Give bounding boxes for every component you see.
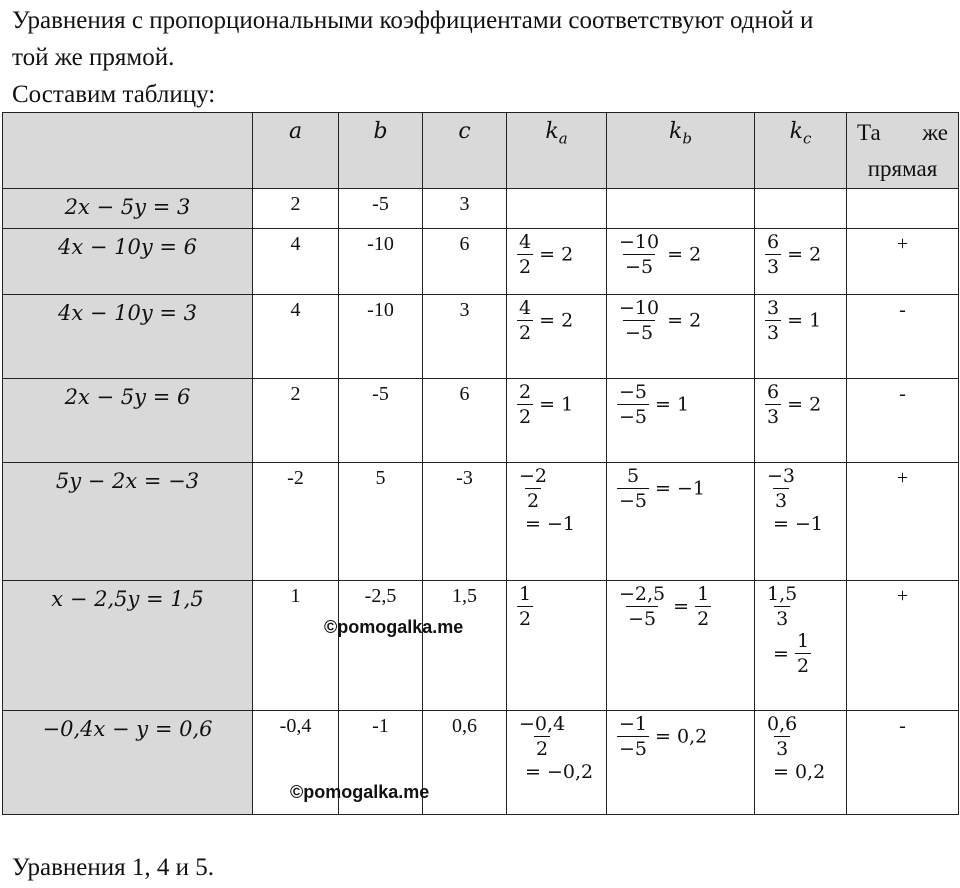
coef-b-cell: -10 <box>339 229 423 295</box>
same-line-mark: + <box>847 581 959 711</box>
denominator: 2 <box>796 655 810 677</box>
numerator: 1 <box>519 583 532 605</box>
header-row <box>3 113 959 189</box>
result: = 0,2 <box>773 761 826 783</box>
numerator: 1,5 <box>767 583 798 605</box>
denominator: 3 <box>776 608 789 630</box>
numerator: 5 <box>626 465 640 487</box>
result: = −1 <box>525 513 575 535</box>
fraction <box>765 381 781 428</box>
same-line-mark <box>847 189 959 229</box>
coef-c-cell: 1,5 <box>423 581 507 711</box>
denominator: 3 <box>767 256 780 278</box>
denominator: 3 <box>767 406 780 428</box>
coef-a-cell: 4 <box>253 229 339 295</box>
header-ka: $k_a$ <box>507 113 607 189</box>
coef-b-cell: 5 <box>339 463 423 581</box>
denominator: 2 <box>519 256 532 278</box>
table-row <box>3 189 959 229</box>
coef-b-cell: -2,5 <box>339 581 423 711</box>
ratio-kc-cell <box>755 295 847 379</box>
denominator: 2 <box>526 490 540 512</box>
coef-c-cell: 3 <box>423 189 507 229</box>
fraction <box>517 713 567 760</box>
coef-a-cell: 2 <box>253 379 339 463</box>
coefficients-table <box>2 112 959 815</box>
denominator: −5 <box>619 738 648 760</box>
numerator: −3 <box>767 465 796 487</box>
denominator: 3 <box>774 490 788 512</box>
table-row <box>3 463 959 581</box>
header-same-line: Та же прямая <box>847 113 959 189</box>
fraction <box>517 381 533 428</box>
ratio-ka-cell <box>507 295 607 379</box>
result: = <box>667 595 696 618</box>
result: = −1 <box>649 477 706 500</box>
numerator: −2,5 <box>619 583 666 605</box>
same-line-mark: - <box>847 379 959 463</box>
fraction <box>617 231 661 278</box>
fraction <box>517 465 549 512</box>
coef-c-cell: -3 <box>423 463 507 581</box>
ratio-ka-cell <box>507 189 607 229</box>
fraction <box>765 297 781 344</box>
equation-cell: −0,4x − y = 0,6 <box>3 711 253 815</box>
fraction <box>617 465 649 512</box>
equation-cell: 4x − 10y = 6 <box>3 229 253 295</box>
coef-b-cell: -5 <box>339 189 423 229</box>
ratio-kc-cell <box>755 229 847 295</box>
result: = 2 <box>533 309 574 332</box>
numerator: −5 <box>619 381 648 403</box>
intro-line-1: Уравнения с пропорциональными коэффициентами соответствуют одной и <box>12 7 814 34</box>
watermark: ©pomogalka.me <box>324 617 464 637</box>
denominator: 2 <box>536 738 549 760</box>
ratio-kc-cell <box>755 711 847 815</box>
table-row <box>3 581 959 711</box>
ratio-kc-cell <box>755 189 847 229</box>
table-row <box>3 229 959 295</box>
equation-cell: 4x − 10y = 3 <box>3 295 253 379</box>
denominator: 2 <box>697 608 710 630</box>
same-line-mark: - <box>847 295 959 379</box>
denominator: −5 <box>625 256 654 278</box>
intro-line-3: Составим таблицу: <box>12 81 216 108</box>
header-kc: $k_c$ <box>755 113 847 189</box>
ratio-ka-cell <box>507 581 607 711</box>
header-c: c <box>423 113 507 189</box>
ratio-kb-cell <box>607 711 755 815</box>
coef-b-cell: -1 <box>339 711 423 815</box>
numerator: 4 <box>519 231 532 253</box>
intro-line-2: той же прямой. <box>12 44 175 71</box>
result: = 2 <box>781 393 822 416</box>
fraction <box>517 583 533 630</box>
numerator: 1 <box>796 630 810 652</box>
ratio-kb-cell <box>607 295 755 379</box>
equation-cell: x − 2,5y = 1,5 <box>3 581 253 711</box>
numerator: −2 <box>519 465 548 487</box>
header-a: a <box>253 113 339 189</box>
fraction <box>765 465 797 512</box>
fraction <box>765 583 799 630</box>
result: = 2 <box>781 243 822 266</box>
result: = 2 <box>533 243 574 266</box>
fraction <box>517 231 533 278</box>
denominator: 2 <box>519 608 532 630</box>
numerator: 6 <box>767 231 780 253</box>
denominator: 2 <box>519 322 532 344</box>
coef-c-cell: 0,6 <box>423 711 507 815</box>
ratio-kb-cell <box>607 581 755 711</box>
coef-a-cell: -0,4 <box>253 711 339 815</box>
table-row <box>3 295 959 379</box>
denominator: −5 <box>628 608 657 630</box>
table-row <box>3 711 959 815</box>
numerator: 3 <box>767 297 780 319</box>
header-b: b <box>339 113 423 189</box>
result: = 1 <box>533 393 574 416</box>
ratio-kb-cell <box>607 463 755 581</box>
coef-a-cell: 1 <box>253 581 339 711</box>
coef-b-cell: -10 <box>339 295 423 379</box>
ratio-kb-cell <box>607 379 755 463</box>
denominator: −5 <box>619 490 648 512</box>
numerator: 1 <box>697 583 710 605</box>
ratio-ka-cell <box>507 229 607 295</box>
fraction <box>517 297 533 344</box>
coef-b-cell: -5 <box>339 379 423 463</box>
table-row <box>3 379 959 463</box>
denominator: 3 <box>767 322 780 344</box>
denominator: 3 <box>776 738 789 760</box>
denominator: 2 <box>519 406 532 428</box>
fraction <box>617 583 667 630</box>
numerator: 2 <box>519 381 532 403</box>
equation-cell: 2x − 5y = 6 <box>3 379 253 463</box>
watermark: ©pomogalka.me <box>290 782 430 802</box>
coef-a-cell: -2 <box>253 463 339 581</box>
result: = 2 <box>661 243 702 266</box>
ratio-kb-cell <box>607 189 755 229</box>
result: = 1 <box>781 309 822 332</box>
fraction <box>765 713 799 760</box>
same-line-mark: + <box>847 463 959 581</box>
numerator: −10 <box>619 297 660 319</box>
header-empty <box>3 113 253 189</box>
numerator: 4 <box>519 297 532 319</box>
fraction <box>765 231 781 278</box>
ratio-ka-cell <box>507 463 607 581</box>
fraction <box>617 297 661 344</box>
ratio-kb-cell <box>607 229 755 295</box>
denominator: −5 <box>619 406 648 428</box>
equation-cell: 5y − 2x = −3 <box>3 463 253 581</box>
result: = <box>773 642 795 665</box>
result-fraction <box>795 630 811 677</box>
intro-text <box>12 2 952 113</box>
denominator: −5 <box>625 322 654 344</box>
result: = 2 <box>661 309 702 332</box>
ratio-kc-cell <box>755 463 847 581</box>
ratio-kc-cell <box>755 379 847 463</box>
conclusion-text: Уравнения 1, 4 и 5. <box>12 854 215 881</box>
coef-a-cell: 2 <box>253 189 339 229</box>
coef-a-cell: 4 <box>253 295 339 379</box>
coef-c-cell: 6 <box>423 379 507 463</box>
numerator: −10 <box>619 231 660 253</box>
result-fraction <box>695 583 711 630</box>
fraction <box>617 713 649 760</box>
coef-c-cell: 6 <box>423 229 507 295</box>
same-line-mark: - <box>847 711 959 815</box>
numerator: 6 <box>767 381 780 403</box>
result: = 0,2 <box>649 725 708 748</box>
fraction <box>617 381 649 428</box>
equation-cell: 2x − 5y = 3 <box>3 189 253 229</box>
ratio-ka-cell <box>507 379 607 463</box>
result: = −0,2 <box>525 761 594 783</box>
header-kb: $k_b$ <box>607 113 755 189</box>
numerator: 0,6 <box>767 713 798 735</box>
ratio-kc-cell <box>755 581 847 711</box>
result: = 1 <box>649 393 690 416</box>
numerator: −1 <box>619 713 648 735</box>
result: = −1 <box>773 513 823 535</box>
numerator: −0,4 <box>519 713 566 735</box>
ratio-ka-cell <box>507 711 607 815</box>
coef-c-cell: 3 <box>423 295 507 379</box>
same-line-mark: + <box>847 229 959 295</box>
